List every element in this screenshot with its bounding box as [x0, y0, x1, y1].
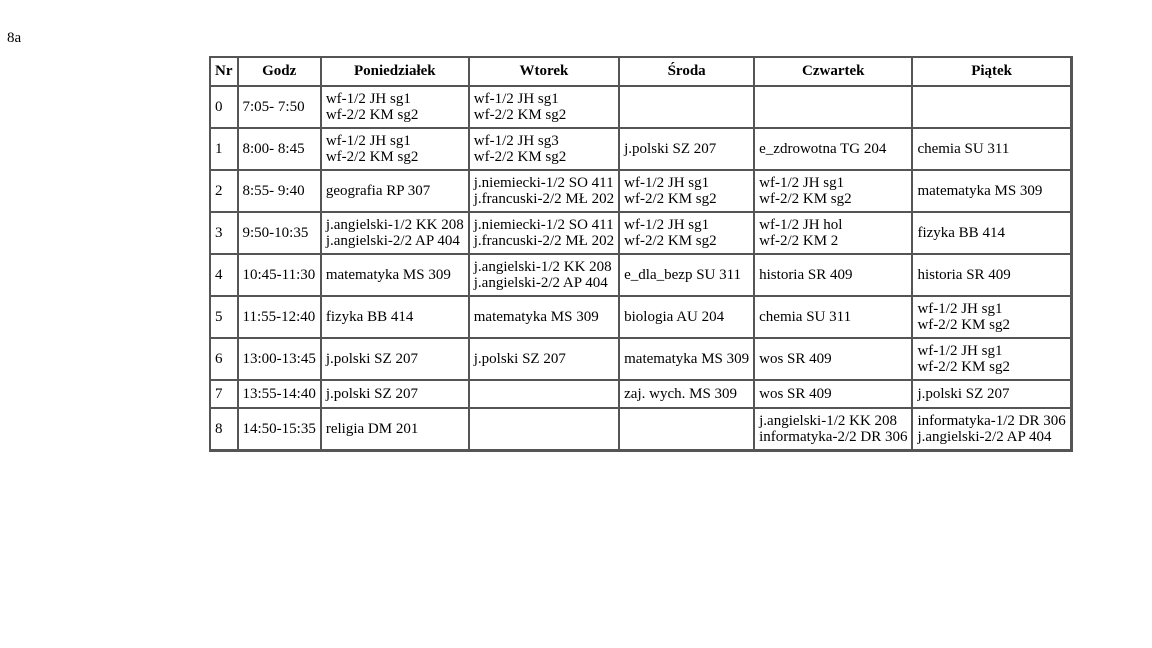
lesson-time: 7:05- 7:50 — [238, 86, 321, 128]
lesson-cell-sroda — [619, 128, 754, 170]
lesson-entry: biologia AU 204 — [624, 309, 725, 325]
lesson-cell-czwartek — [754, 408, 912, 450]
lesson-entry: chemia SU 311 — [759, 309, 852, 325]
lesson-entry: j.polski SZ 207 — [473, 351, 566, 367]
lesson-time: 13:55-14:40 — [238, 380, 321, 408]
lesson-entry: matematyka MS 309 — [325, 267, 451, 283]
table-row — [210, 408, 1071, 450]
lesson-cell-sroda — [619, 408, 754, 450]
lesson-cell-sroda — [619, 296, 754, 338]
lesson-cell-piatek — [912, 380, 1070, 408]
lesson-entry: j.polski SZ 207 — [624, 141, 717, 157]
lesson-cell-wtorek — [469, 254, 619, 296]
lesson-cell-wtorek — [469, 86, 619, 128]
table-row — [210, 128, 1071, 170]
lesson-cell-poniedzialek — [321, 380, 469, 408]
lesson-entry: j.niemiecki-1/2 SO 411 — [473, 175, 614, 191]
header-sroda: Środa — [619, 57, 754, 86]
lesson-entry: wf-1/2 JH sg1 — [624, 175, 710, 191]
lesson-entry: wf-2/2 KM sg2 — [624, 191, 717, 207]
lesson-entry: j.polski SZ 207 — [325, 386, 418, 402]
lesson-cell-piatek — [912, 86, 1070, 128]
lesson-number: 2 — [210, 170, 238, 212]
lesson-cell-sroda — [619, 338, 754, 380]
lesson-number: 6 — [210, 338, 238, 380]
timetable-body — [210, 86, 1071, 450]
lesson-entry: wf-2/2 KM sg2 — [917, 317, 1010, 333]
lesson-cell-piatek — [912, 254, 1070, 296]
lesson-entry: j.francuski-2/2 MŁ 202 — [473, 233, 615, 249]
lesson-cell-czwartek — [754, 86, 912, 128]
lesson-cell-czwartek — [754, 254, 912, 296]
lesson-entry: j.angielski-2/2 AP 404 — [917, 429, 1052, 445]
lesson-number: 8 — [210, 408, 238, 450]
lesson-entry: j.niemiecki-1/2 SO 411 — [473, 217, 614, 233]
table-row — [210, 212, 1071, 254]
lesson-entry: informatyka-1/2 DR 306 — [917, 413, 1066, 429]
lesson-entry: chemia SU 311 — [917, 141, 1010, 157]
lesson-cell-poniedzialek — [321, 86, 469, 128]
lesson-entry: e_dla_bezp SU 311 — [624, 267, 742, 283]
lesson-cell-poniedzialek — [321, 296, 469, 338]
header-wtorek: Wtorek — [469, 57, 619, 86]
lesson-entry: j.polski SZ 207 — [917, 386, 1010, 402]
lesson-number: 3 — [210, 212, 238, 254]
lesson-entry: zaj. wych. MS 309 — [624, 386, 738, 402]
header-czwartek: Czwartek — [754, 57, 912, 86]
lesson-time: 13:00-13:45 — [238, 338, 321, 380]
lesson-entry: fizyka BB 414 — [917, 225, 1005, 241]
lesson-cell-czwartek — [754, 170, 912, 212]
lesson-cell-czwartek — [754, 296, 912, 338]
lesson-time: 14:50-15:35 — [238, 408, 321, 450]
lesson-entry: wf-1/2 JH sg1 — [473, 91, 559, 107]
lesson-cell-wtorek — [469, 338, 619, 380]
lesson-entry: religia DM 201 — [325, 421, 419, 437]
lesson-entry: geografia RP 307 — [325, 183, 431, 199]
lesson-entry: j.polski SZ 207 — [325, 351, 418, 367]
lesson-cell-czwartek — [754, 128, 912, 170]
class-title: 8a — [7, 30, 22, 46]
lesson-entry: historia SR 409 — [759, 267, 853, 283]
lesson-cell-sroda — [619, 254, 754, 296]
lesson-entry: wf-1/2 JH hol — [759, 217, 843, 233]
lesson-entry: historia SR 409 — [917, 267, 1011, 283]
lesson-entry: fizyka BB 414 — [325, 309, 414, 325]
lesson-cell-czwartek — [754, 338, 912, 380]
lesson-number: 5 — [210, 296, 238, 338]
lesson-cell-wtorek — [469, 212, 619, 254]
lesson-entry: wf-2/2 KM sg2 — [473, 107, 567, 123]
table-row — [210, 296, 1071, 338]
lesson-cell-piatek — [912, 408, 1070, 450]
lesson-cell-piatek — [912, 212, 1070, 254]
lesson-entry: wf-1/2 JH sg1 — [917, 301, 1003, 317]
header-nr: Nr — [210, 57, 238, 86]
table-row — [210, 254, 1071, 296]
lesson-cell-poniedzialek — [321, 254, 469, 296]
header-row — [210, 57, 1071, 86]
lesson-entry: j.angielski-1/2 KK 208 — [325, 217, 464, 233]
lesson-entry: wf-2/2 KM sg2 — [624, 233, 717, 249]
lesson-cell-wtorek — [469, 380, 619, 408]
lesson-entry: informatyka-2/2 DR 306 — [759, 429, 908, 445]
lesson-entry: wf-2/2 KM sg2 — [325, 149, 419, 165]
lesson-number: 7 — [210, 380, 238, 408]
lesson-cell-sroda — [619, 86, 754, 128]
lesson-entry: e_zdrowotna TG 204 — [759, 141, 887, 157]
lesson-entry: j.angielski-1/2 KK 208 — [759, 413, 898, 429]
header-godz: Godz — [238, 57, 321, 86]
lesson-entry: matematyka MS 309 — [917, 183, 1043, 199]
lesson-entry: wf-1/2 JH sg3 — [473, 133, 559, 149]
lesson-cell-czwartek — [754, 212, 912, 254]
lesson-entry: matematyka MS 309 — [624, 351, 750, 367]
lesson-entry: wf-2/2 KM sg2 — [325, 107, 419, 123]
lesson-cell-sroda — [619, 380, 754, 408]
lesson-time: 8:55- 9:40 — [238, 170, 321, 212]
lesson-cell-poniedzialek — [321, 212, 469, 254]
lesson-entry: wos SR 409 — [759, 386, 832, 402]
lesson-cell-wtorek — [469, 170, 619, 212]
lesson-number: 1 — [210, 128, 238, 170]
lesson-cell-piatek — [912, 296, 1070, 338]
lesson-time: 11:55-12:40 — [238, 296, 321, 338]
lesson-entry: wf-2/2 KM sg2 — [759, 191, 852, 207]
lesson-cell-poniedzialek — [321, 338, 469, 380]
header-piatek: Piątek — [912, 57, 1070, 86]
lesson-entry: j.angielski-1/2 KK 208 — [473, 259, 612, 275]
lesson-cell-sroda — [619, 212, 754, 254]
lesson-entry: matematyka MS 309 — [473, 309, 599, 325]
lesson-cell-piatek — [912, 128, 1070, 170]
lesson-entry: j.angielski-2/2 AP 404 — [325, 233, 460, 249]
lesson-time: 10:45-11:30 — [238, 254, 321, 296]
lesson-entry: wf-1/2 JH sg1 — [325, 91, 411, 107]
lesson-cell-poniedzialek — [321, 408, 469, 450]
lesson-entry: wf-1/2 JH sg1 — [917, 343, 1003, 359]
table-row — [210, 380, 1071, 408]
lesson-cell-poniedzialek — [321, 170, 469, 212]
lesson-cell-czwartek — [754, 380, 912, 408]
lesson-time: 9:50-10:35 — [238, 212, 321, 254]
lesson-entry: j.angielski-2/2 AP 404 — [473, 275, 608, 291]
lesson-entry: j.francuski-2/2 MŁ 202 — [473, 191, 615, 207]
header-poniedzialek: Poniedziałek — [321, 57, 469, 86]
lesson-entry: wos SR 409 — [759, 351, 832, 367]
lesson-entry: wf-2/2 KM sg2 — [917, 359, 1010, 375]
lesson-entry: wf-1/2 JH sg1 — [325, 133, 411, 149]
timetable — [209, 56, 1073, 452]
lesson-cell-wtorek — [469, 408, 619, 450]
lesson-cell-wtorek — [469, 128, 619, 170]
table-row — [210, 170, 1071, 212]
lesson-cell-poniedzialek — [321, 128, 469, 170]
lesson-cell-piatek — [912, 338, 1070, 380]
lesson-cell-sroda — [619, 170, 754, 212]
table-row — [210, 338, 1071, 380]
table-row — [210, 86, 1071, 128]
lesson-entry: wf-1/2 JH sg1 — [624, 217, 710, 233]
lesson-cell-piatek — [912, 170, 1070, 212]
lesson-entry: wf-2/2 KM sg2 — [473, 149, 567, 165]
lesson-number: 4 — [210, 254, 238, 296]
lesson-time: 8:00- 8:45 — [238, 128, 321, 170]
lesson-entry: wf-1/2 JH sg1 — [759, 175, 845, 191]
lesson-cell-wtorek — [469, 296, 619, 338]
lesson-number: 0 — [210, 86, 238, 128]
lesson-entry: wf-2/2 KM 2 — [759, 233, 839, 249]
